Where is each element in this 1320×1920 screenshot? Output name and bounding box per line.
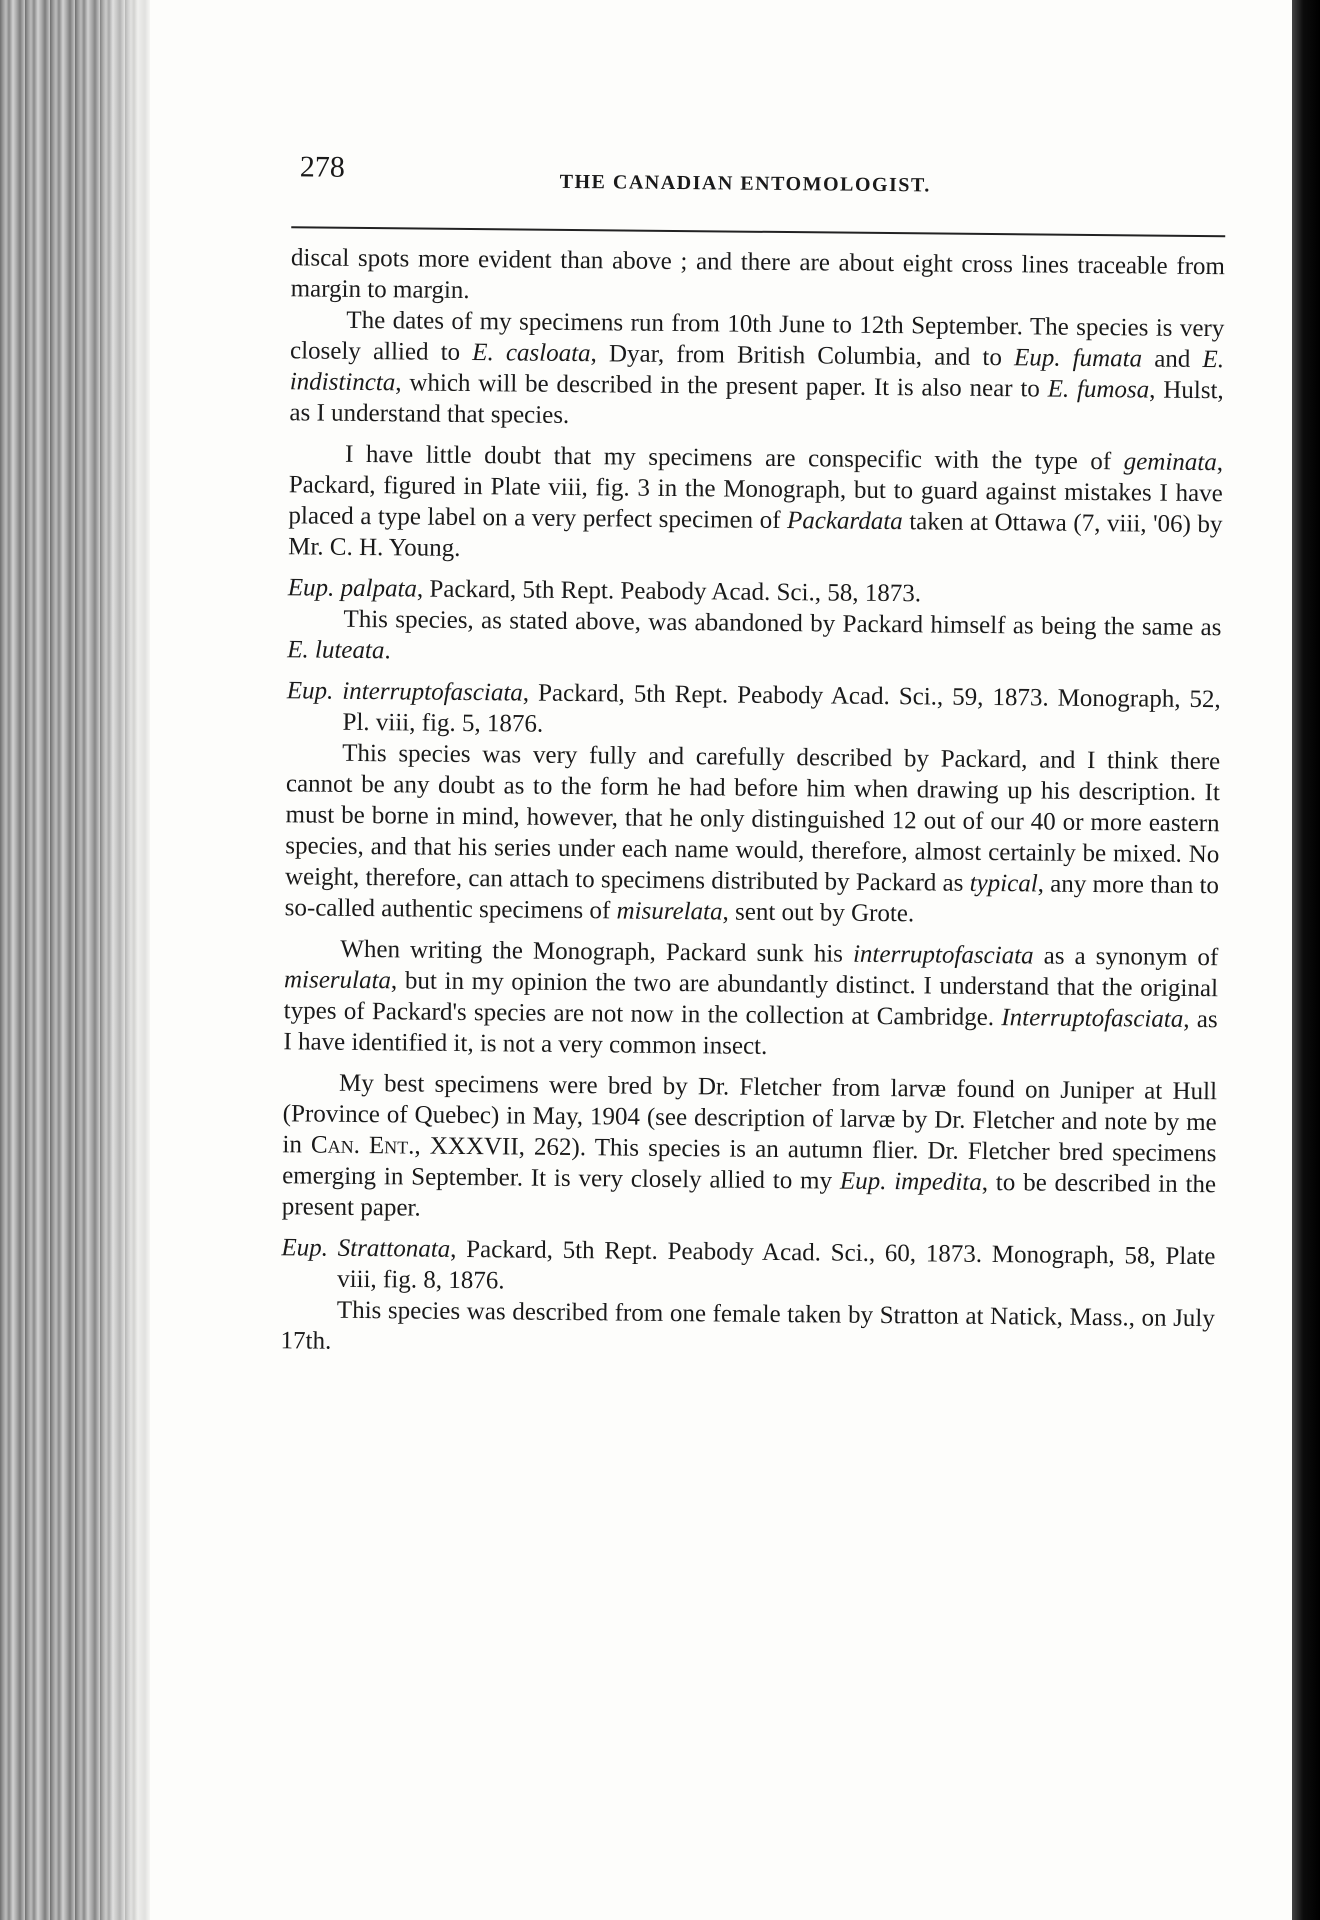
- page-header: [262, 150, 1228, 207]
- citation-strattonata: Eup. Strattonata, Packard, 5th Rept. Peabody Acad. Sci., 60, 1873. Monograph, 58, Plate viii, fig. 8, 1876.: [281, 1234, 1216, 1295]
- article-body: [280, 242, 1225, 1365]
- book-gutter: [0, 0, 150, 1920]
- paragraph-8: This species was described from one female taken by Stratton at Natick, Mass., on July 17th.: [280, 1296, 1215, 1355]
- paragraph-7: My best specimens were bred by Dr. Fletcher from larvæ found on Juniper at Hull (Province of Quebec) in May, 1904 (see description of larvæ by Dr. Fletcher and note by me in Can. Ent., XXXVII, 262). This species is an autumn flier. Dr. Fletcher bred specimens emerging in September. It is very closely allied to my Eup. impedita, to be described in the present paper.: [281, 1069, 1218, 1222]
- running-title: THE CANADIAN ENTOMOLOGIST.: [559, 170, 931, 197]
- citation-interruptofasciata: Eup. interruptofasciata, Packard, 5th Rept. Peabody Acad. Sci., 59, 1873. Monograph, 52, Pl. viii, fig. 5, 1876.: [286, 677, 1221, 738]
- paragraph-1: discal spots more evident than above ; and there are about eight cross lines traceable from margin to margin.: [290, 244, 1226, 304]
- paragraph-3: I have little doubt that my specimens are conspecific with the type of geminata, Packard, figured in Plate viii, fig. 3 in the Monograph, but to guard against mistakes I have placed a type label on a very perfect specimen of Packardata taken at Ottawa (7, viii, '06) by Mr. C. H. Young.: [288, 440, 1224, 562]
- page: [262, 150, 1228, 1355]
- header-rule: [291, 226, 1225, 237]
- scan-edge: [1292, 0, 1320, 1920]
- page-number: 278: [299, 150, 345, 184]
- paragraph-2: The dates of my specimens run from 10th June to 12th September. The species is very closely allied to E. casloata, Dyar, from British Columbia, and to Eup. fumata and E. indistincta, which will be described in the present paper. It is also near to E. fumosa, Hulst, as I understand that species.: [289, 306, 1225, 429]
- citation-palpata: Eup. palpata, Packard, 5th Rept. Peabody Acad. Sci., 58, 1873.: [287, 574, 922, 608]
- paragraph-6: When writing the Monograph, Packard sunk his interruptofasciata as a synonym of miserulata, but in my opinion the two are abundantly distinct. I understand that the original types of Packard's species are not now in the collection at Cambridge. Interruptofasciata, as I have identified it, is not a very common insect.: [283, 935, 1219, 1060]
- paragraph-4: This species, as stated above, was abandoned by Packard himself as being the same as E. luteata.: [287, 605, 1222, 665]
- paragraph-5: This species was very fully and carefully described by Packard, and I think there cannot be any doubt as to the form he had before him when drawing up his description. It must be borne in mind, however, that he only distinguished 12 out of our 40 or more eastern species, and that his series under each name would, therefore, almost certainly be mixed. No weight, therefore, can attach to specimens distributed by Packard as typical, any more than to so-called authentic specimens of misurelata, sent out by Grote.: [284, 739, 1221, 928]
